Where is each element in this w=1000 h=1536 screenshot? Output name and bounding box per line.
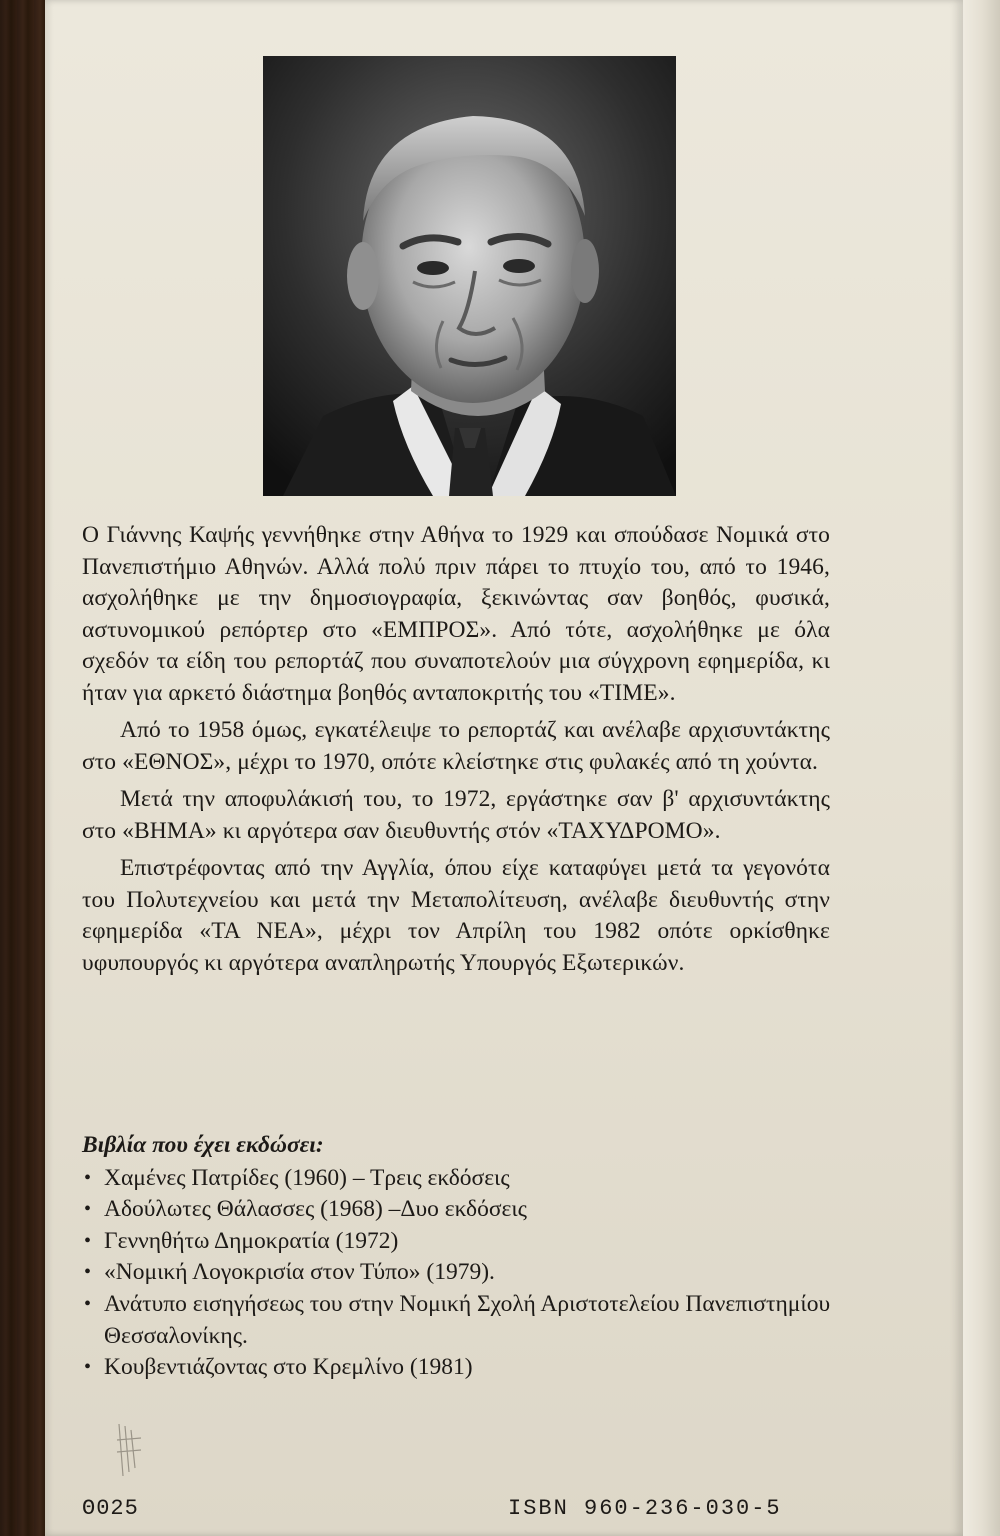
list-item <box>82 1289 842 1352</box>
list-item <box>82 1257 842 1289</box>
catalog-code: Θ025 <box>82 1496 139 1521</box>
book-title: Χαμένες Πατρίδες (1960) – Τρεις εκδόσεις <box>104 1164 510 1191</box>
list-item <box>82 1226 842 1258</box>
bullet-icon: • <box>84 1229 92 1252</box>
list-item <box>82 1194 842 1226</box>
books-list <box>82 1163 842 1384</box>
bio-paragraph: Από το 1958 όμως, εγκατέλειψε το ρεπορτάζ και ανέλαβε αρχισυντάκτης στο «ΕΘΝΟΣ», μέχρι το 1970, οπότε κλείστηκε στις φυλακές από τη χούντα. <box>82 717 830 775</box>
bullet-icon: • <box>84 1292 92 1315</box>
list-item <box>82 1352 842 1384</box>
isbn-number: ISBN 960-236-030-5 <box>508 1496 782 1521</box>
books-heading: Βιβλία που έχει εκδώσει: <box>82 1132 324 1158</box>
book-title: Ανάτυπο εισηγήσεως του στην Νομική Σχολή Αριστοτελείου Πανεπιστημίου Θεσσαλονίκης. <box>104 1290 831 1349</box>
list-item <box>82 1163 842 1195</box>
book-title: Κουβεντιάζοντας στο Κρεμλίνο (1981) <box>104 1354 473 1381</box>
book-title: Αδούλωτες Θάλασσες (1968) –Δυο εκδόσεις <box>104 1196 527 1223</box>
book-title: «Νομική Λογοκρισία στον Τύπο» (1979). <box>104 1259 495 1286</box>
bio-paragraph: Μετά την αποφυλάκισή του, το 1972, εργάστηκε σαν β' αρχισυντάκτης στο «ΒΗΜΑ» κι αργότερα σαν διευθυντής στόν «ΤΑΧΥΔΡΟΜΟ». <box>82 786 830 844</box>
book-title: Γεννηθήτω Δημοκρατία (1972) <box>104 1227 399 1254</box>
bio-paragraph: Ο Γιάννης Καψής γεννήθηκε στην Αθήνα το 1929 και σπούδασε Νομικά στο Πανεπιστήμιο Αθηνών. Αλλά πολύ πριν πάρει το πτυχίο του, από το 1946, ασχολήθηκε με την δημοσιογραφία, ξεκινώντας σαν βοηθός, φυσικά, αστυνομικού ρεπόρτερ στο «ΕΜΠΡΟΣ». Από τότε, ασχολήθηκε με όλα σχεδόν τα είδη του ρεπορτάζ που συναποτελούν μια σύγχρονη εφημερίδα, κι ήταν για αρκετό διάστημα βοηθός ανταποκριτής του «TIME». <box>82 522 830 706</box>
author-portrait <box>263 56 676 496</box>
bullet-icon: • <box>84 1166 92 1189</box>
books-section <box>82 1130 842 1384</box>
bullet-icon: • <box>84 1198 92 1221</box>
bullet-icon: • <box>84 1261 92 1284</box>
author-biography <box>82 520 830 985</box>
bio-paragraph: Επιστρέφοντας από την Αγγλία, όπου είχε καταφύγει μετά τα γεγονότα του Πολυτεχνείου και μετά την Μεταπολίτευση, ανέλαβε διευθυντής στην εφημερίδα «ΤΑ ΝΕΑ», μέχρι τον Απρίλη του 1982 οπότε ορκίσθηκε υφυπουργός κι αργότερα αναπληρωτής Υπουργός Εξωτερικών. <box>82 855 830 976</box>
bullet-icon: • <box>84 1356 92 1379</box>
pencil-scribble <box>111 1420 151 1480</box>
